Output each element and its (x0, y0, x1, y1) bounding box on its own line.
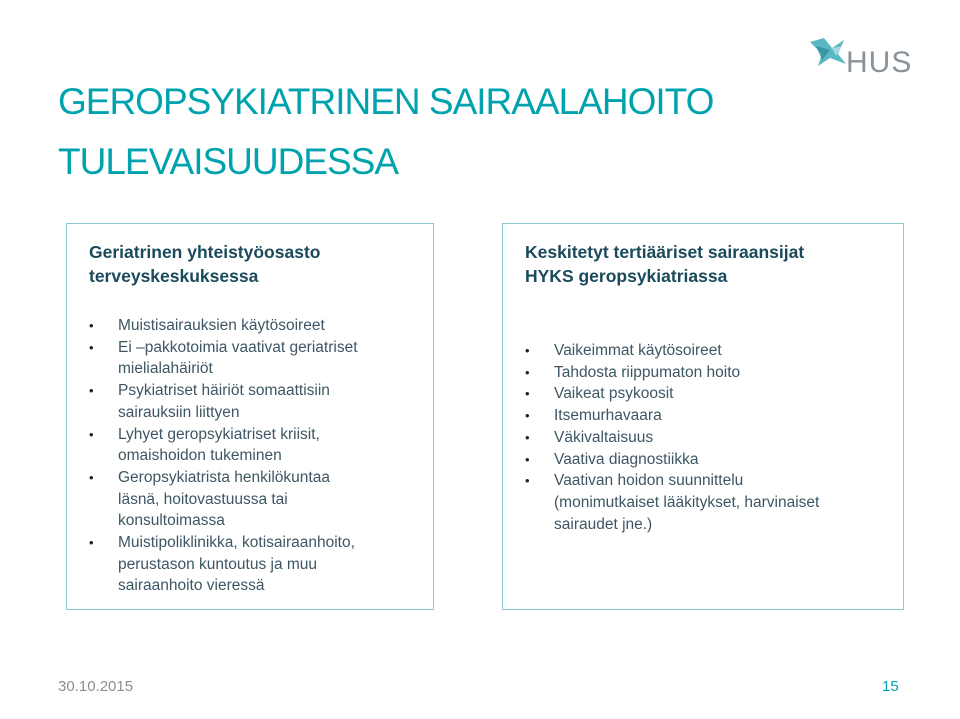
bullet-icon: • (525, 451, 530, 467)
left-heading-line-1: Geriatrinen yhteistyöosasto (89, 242, 321, 262)
list-item-text: Vaikeimmat käytösoireet (554, 342, 722, 359)
hus-logo-mark-icon (808, 34, 848, 68)
list-item-text: Vaativa diagnostiikka (554, 450, 699, 468)
list-item-text: Väkivaltaisuus (554, 428, 654, 446)
bullet-icon: • (89, 426, 94, 442)
list-item-text: Vaikeat psykoosit (554, 385, 674, 403)
right-heading-line-2: HYKS geropsykiatriassa (525, 266, 728, 286)
list-item (525, 470, 819, 535)
list-item-text: sairauksiin liittyen (118, 403, 240, 421)
list-item-text: sairaudet jne.) (554, 515, 653, 533)
list-item (525, 405, 819, 427)
bullet-icon: • (525, 408, 530, 424)
title-line-2: TULEVAISUUDESSA (58, 141, 399, 182)
list-item-text: Vaativan hoidon suunnittelu (554, 472, 744, 490)
list-item-text: Lyhyet geropsykiatriset kriisit, (118, 425, 320, 443)
bullet-icon: • (525, 343, 530, 358)
list-item (525, 362, 819, 384)
list-item (89, 337, 358, 380)
bullet-icon: • (525, 473, 530, 489)
bullet-icon: • (89, 318, 94, 333)
list-item (89, 315, 358, 337)
left-heading-line-2: terveyskeskuksessa (89, 266, 259, 286)
list-item-text: Itsemurhavaara (554, 407, 662, 425)
page-title (58, 72, 713, 192)
bullet-icon: • (89, 339, 94, 355)
list-item-text: Psykiatriset häiriöt somaattisiin (118, 382, 330, 400)
footer-date: 30.10.2015 (58, 678, 134, 695)
list-item-text: läsnä, hoitovastuussa tai (118, 490, 288, 508)
hus-logo (808, 34, 918, 84)
list-item (525, 449, 819, 471)
list-item-text: mielialahäiriöt (118, 360, 213, 378)
list-item-text: (monimutkaiset lääkitykset, harvinaiset (554, 493, 820, 511)
list-item (525, 427, 819, 449)
list-item (89, 467, 358, 532)
list-item-text: Tahdosta riippumaton hoito (554, 363, 741, 381)
left-bullet-list (89, 315, 358, 597)
right-bullet-list (525, 340, 819, 535)
list-item (525, 340, 819, 362)
list-item (89, 424, 358, 467)
list-item (89, 380, 358, 423)
list-item-text: sairaanhoito vieressä (118, 577, 265, 595)
list-item-text: Geropsykiatrista henkilökuntaa (118, 468, 330, 486)
bullet-icon: • (525, 386, 530, 402)
list-item (525, 383, 819, 405)
bullet-icon: • (525, 429, 530, 445)
bullet-icon: • (89, 469, 94, 485)
list-item-text: konsultoimassa (118, 512, 225, 530)
right-box (502, 223, 904, 610)
list-item-text: Muistisairauksien käytösoireet (118, 317, 325, 334)
bullet-icon: • (89, 535, 94, 551)
left-box-heading (89, 240, 320, 288)
right-box-heading (525, 240, 804, 288)
list-item (89, 532, 358, 597)
list-item-text: omaishoidon tukeminen (118, 447, 282, 465)
page-number: 15 (882, 678, 899, 695)
list-item-text: perustason kuntoutus ja muu (118, 555, 318, 573)
bullet-icon: • (89, 383, 94, 399)
right-heading-line-1: Keskitetyt tertiääriset sairaansijat (525, 242, 805, 262)
title-line-1: GEROPSYKIATRINEN SAIRAALAHOITO (58, 81, 714, 122)
list-item-text: Muistipoliklinikka, kotisairaanhoito, (118, 534, 355, 552)
list-item-text: Ei –pakkotoimia vaativat geriatriset (118, 338, 358, 356)
left-box (66, 223, 434, 610)
bullet-icon: • (525, 364, 530, 380)
logo-text: HUS (846, 46, 913, 79)
